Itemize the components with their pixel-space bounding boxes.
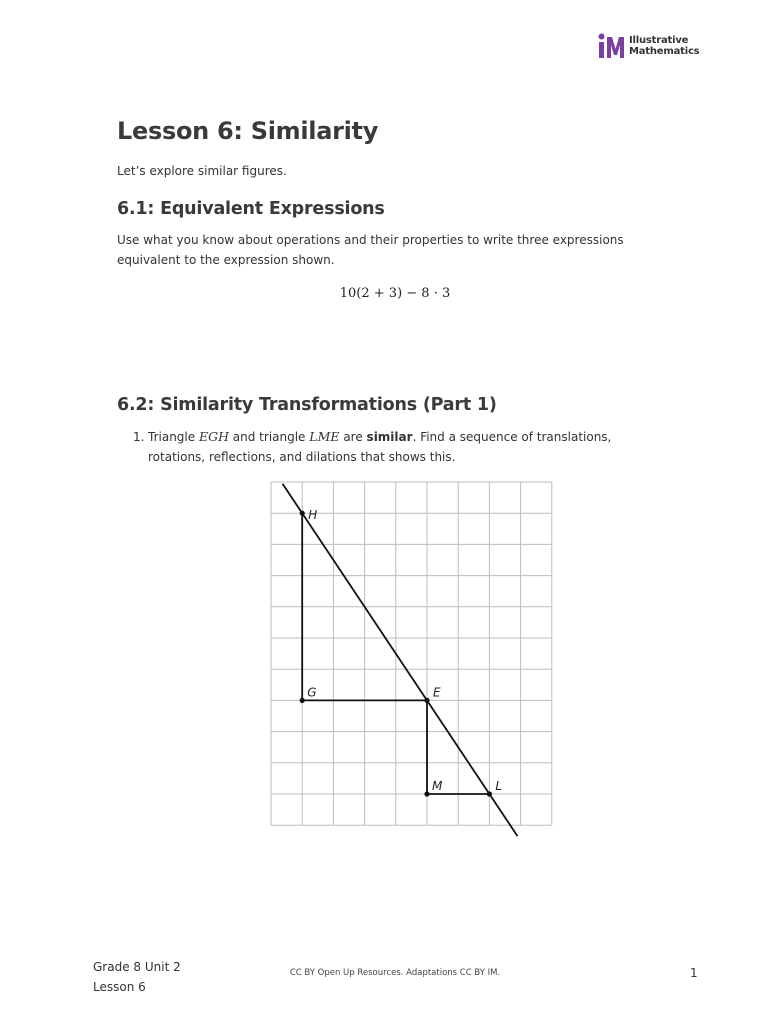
lesson-subtitle: Let’s explore similar figures. xyxy=(117,164,287,178)
logo-line-1: Illustrative xyxy=(629,35,689,46)
triangle-lme-label: LME xyxy=(309,429,340,444)
footer-course-info xyxy=(93,957,181,997)
q1-text-1: Triangle xyxy=(148,430,199,444)
point-g xyxy=(300,698,305,703)
point-m xyxy=(424,791,429,796)
section-6-1-heading: 6.1: Equivalent Expressions xyxy=(117,199,385,219)
question-text xyxy=(148,427,653,467)
footer-lesson: Lesson 6 xyxy=(93,980,146,994)
similar-term: similar xyxy=(366,430,413,444)
similar-triangles-figure xyxy=(265,476,565,846)
page-number: 1 xyxy=(690,966,698,980)
im-logo-icon xyxy=(598,33,626,59)
point-label-e: E xyxy=(433,685,441,700)
point-label-m: M xyxy=(432,779,443,793)
point-labels xyxy=(307,508,502,793)
grid xyxy=(271,482,552,825)
point-label-g: G xyxy=(307,685,317,700)
section-6-1-instructions: Use what you know about operations and their properties to write three expressions equivalent to the expression shown. xyxy=(117,233,624,267)
point-l xyxy=(487,791,492,796)
illustrative-mathematics-logo xyxy=(598,33,708,59)
question-number: 1. xyxy=(133,430,145,444)
triangle-egh-label: EGH xyxy=(198,429,229,444)
logo-line-2: Mathematics xyxy=(629,46,700,57)
section-6-2-heading: 6.2: Similarity Transformations (Part 1) xyxy=(117,395,497,415)
q1-text-4: . Find a sequence of translations, rotations, reflections, and dilations that shows this. xyxy=(148,430,612,464)
point-e xyxy=(424,698,429,703)
triangles xyxy=(283,484,518,836)
lesson-title: Lesson 6: Similarity xyxy=(117,117,379,145)
logo-wordmark xyxy=(629,35,699,57)
footer-course: Grade 8 Unit 2 xyxy=(93,960,181,974)
equivalent-expression: 10(2 + 3) − 8 · 3 xyxy=(339,286,451,301)
footer-license: CC BY Open Up Resources. Adaptations CC BY IM. xyxy=(289,968,501,978)
q1-text-3: are xyxy=(339,430,367,444)
q1-text-2: and triangle xyxy=(228,430,310,444)
point-label-l: L xyxy=(495,779,503,793)
point-label-h: H xyxy=(308,508,318,523)
hypotenuse-line-hel xyxy=(283,484,518,836)
question-1 xyxy=(133,427,653,467)
point-h xyxy=(300,511,305,516)
